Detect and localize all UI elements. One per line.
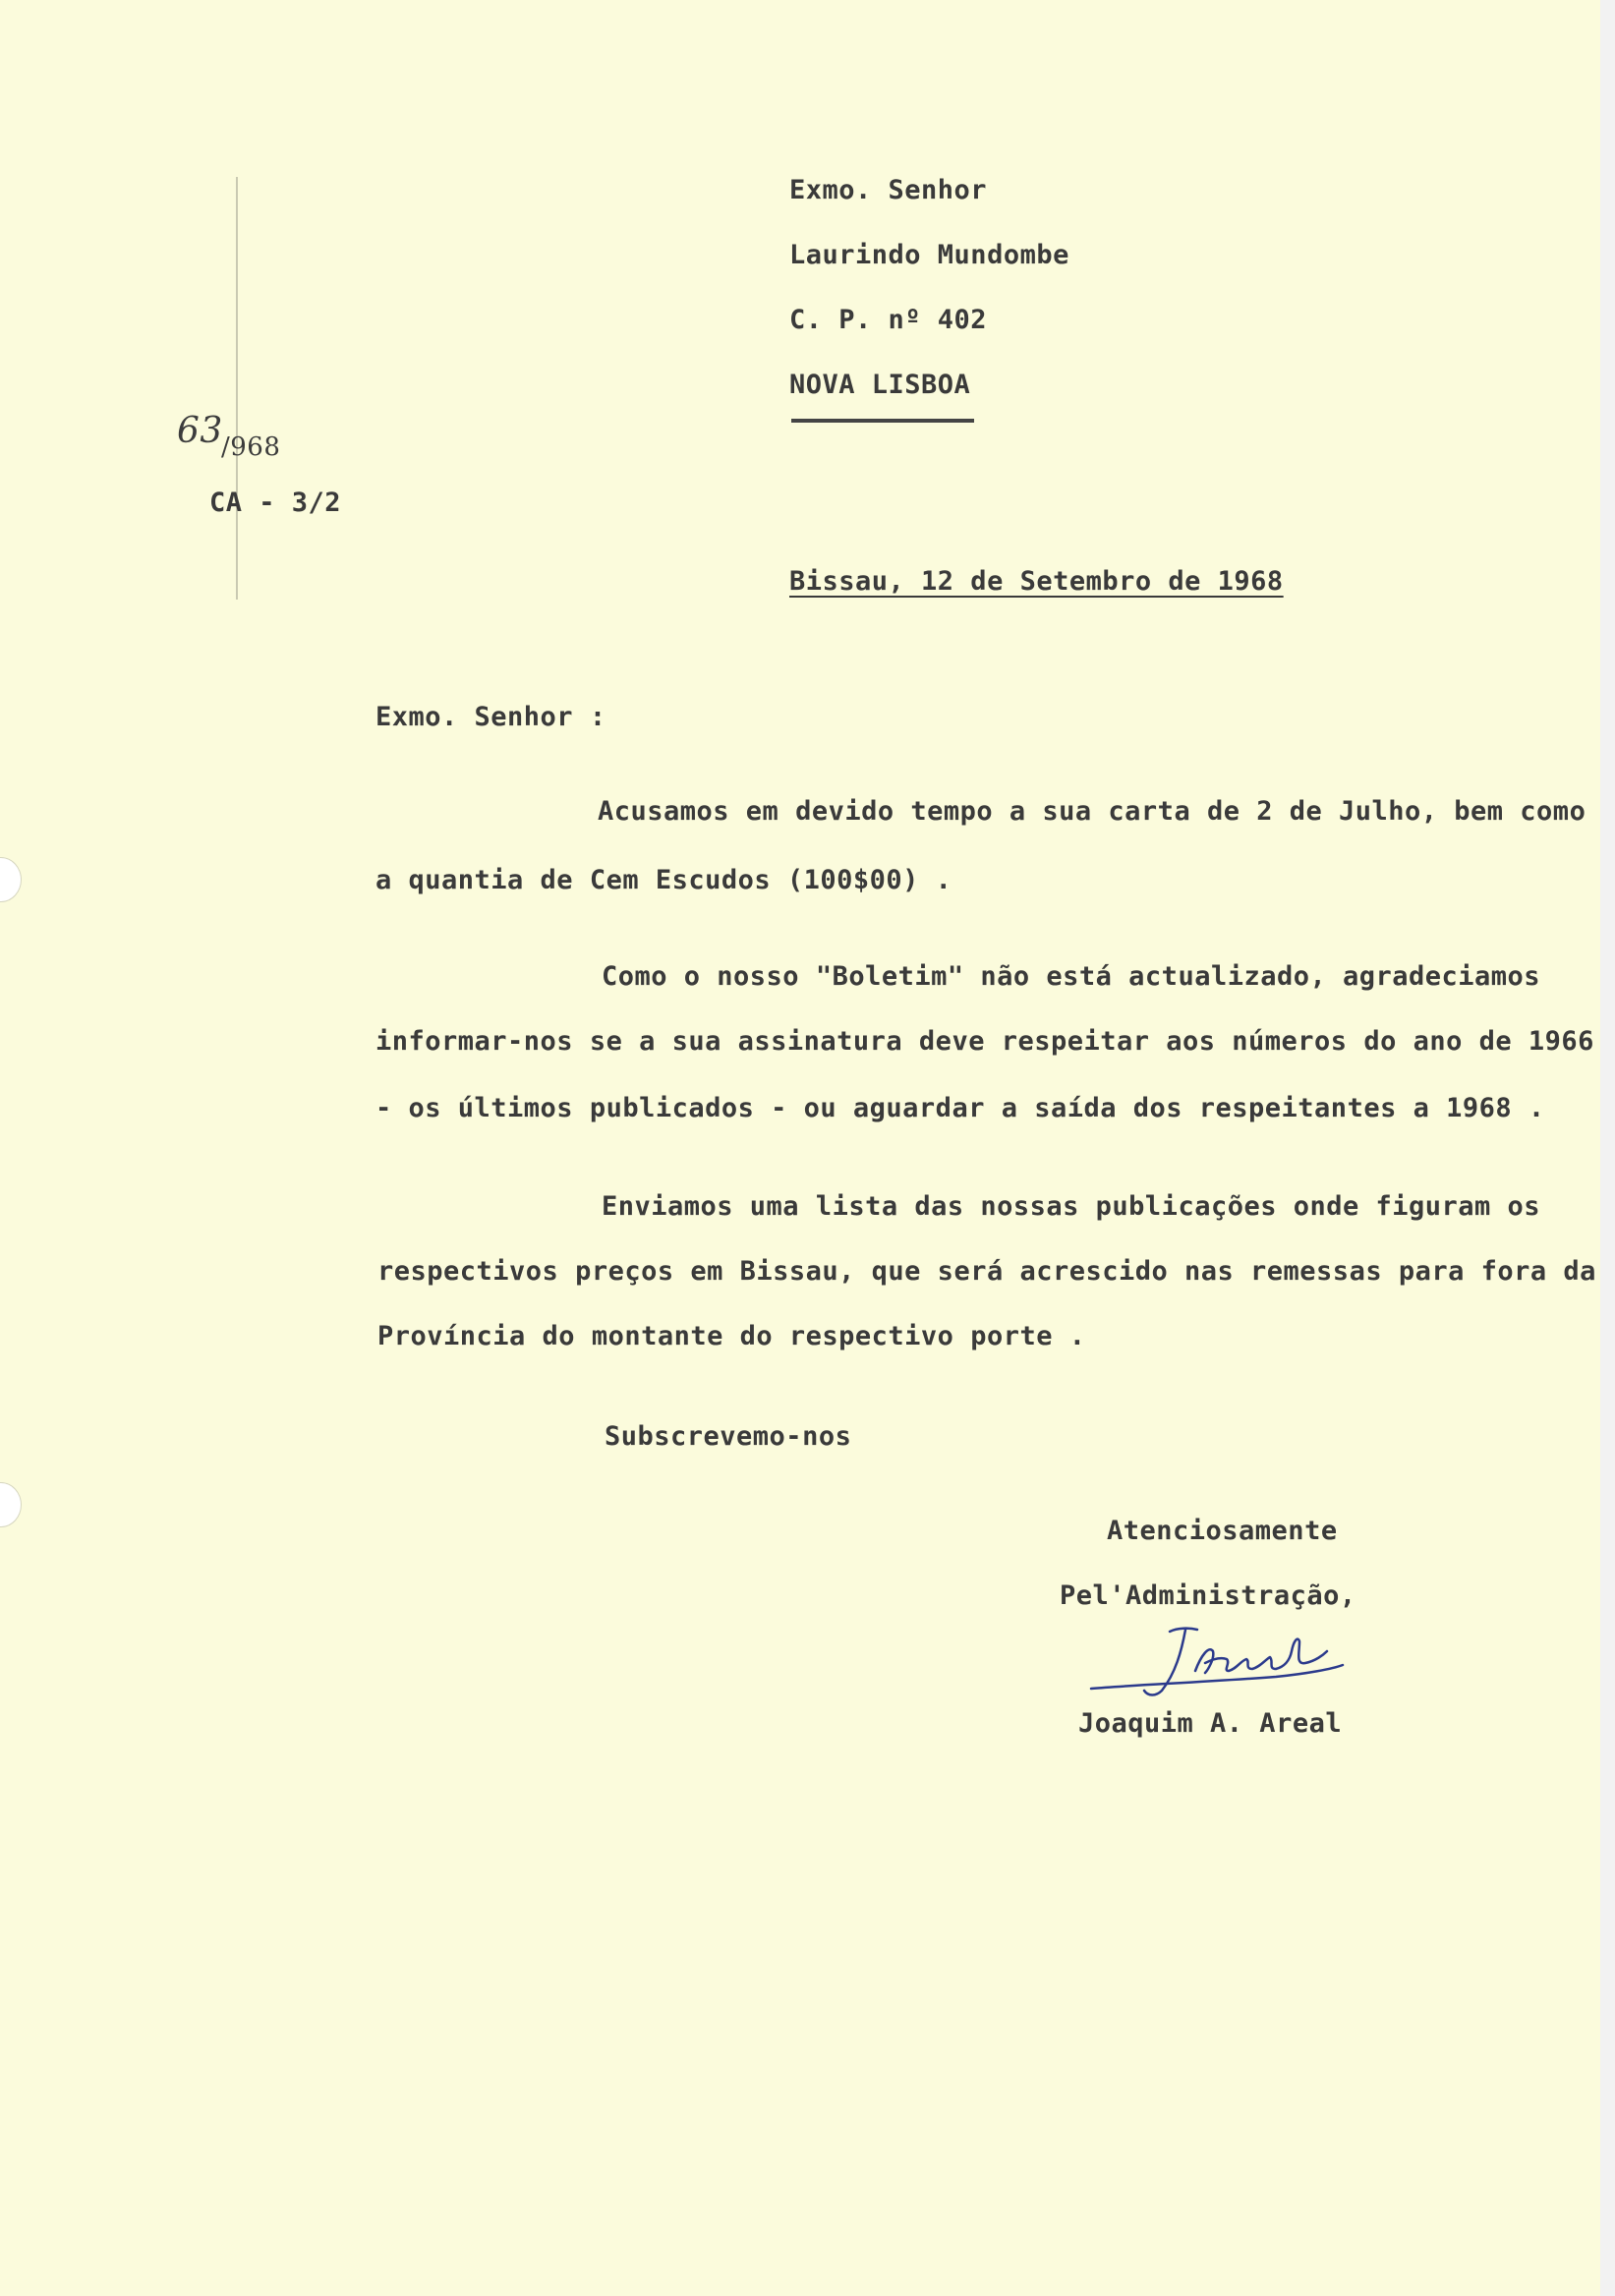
body-paragraph-1-line-2: a quantia de Cem Escudos (100$00) . xyxy=(375,865,952,895)
recipient-title: Exmo. Senhor xyxy=(789,175,988,205)
page-right-edge xyxy=(1600,0,1615,2296)
recipient-postbox: C. P. nº 402 xyxy=(789,305,988,335)
recipient-name: Laurindo Mundombe xyxy=(789,240,1069,270)
body-paragraph-2-line-1: Como o nosso "Boletim" não está actualizado, agradeciamos xyxy=(602,961,1541,992)
closing-subscribe: Subscrevemo-nos xyxy=(605,1421,852,1452)
punch-hole-bottom xyxy=(0,1482,22,1527)
body-paragraph-3-line-3: Província do montante do respectivo porte . xyxy=(377,1321,1086,1351)
body-paragraph-3-line-1: Enviamos uma lista das nossas publicações onde figuram os xyxy=(602,1191,1541,1222)
body-paragraph-2-line-2: informar-nos se a sua assinatura deve respeitar aos números do ano de 1966 xyxy=(375,1026,1594,1057)
salutation: Exmo. Senhor : xyxy=(375,702,606,732)
address-underline xyxy=(791,419,974,423)
body-paragraph-2-line-3: - os últimos publicados - ou aguardar a saída dos respeitantes a 1968 . xyxy=(375,1093,1545,1123)
reference-year: /968 xyxy=(221,432,281,462)
signer-name: Joaquim A. Areal xyxy=(1078,1708,1343,1739)
punch-hole-top xyxy=(0,857,22,902)
letter-date: Bissau, 12 de Setembro de 1968 xyxy=(789,566,1284,597)
closing-regards: Atenciosamente xyxy=(1107,1516,1338,1546)
recipient-city: NOVA LISBOA xyxy=(789,370,971,400)
body-paragraph-3-line-2: respectivos preços em Bissau, que será acrescido nas remessas para fora da xyxy=(377,1256,1596,1287)
body-paragraph-1-line-1: Acusamos em devido tempo a sua carta de 2 de Julho, bem como xyxy=(598,796,1586,827)
reference-code: CA - 3/2 xyxy=(209,488,342,518)
pencil-margin-line xyxy=(236,177,238,600)
handwritten-signature xyxy=(1079,1612,1345,1720)
reference-number: 63 xyxy=(177,411,223,451)
closing-on-behalf: Pel'Administração, xyxy=(1060,1580,1356,1611)
